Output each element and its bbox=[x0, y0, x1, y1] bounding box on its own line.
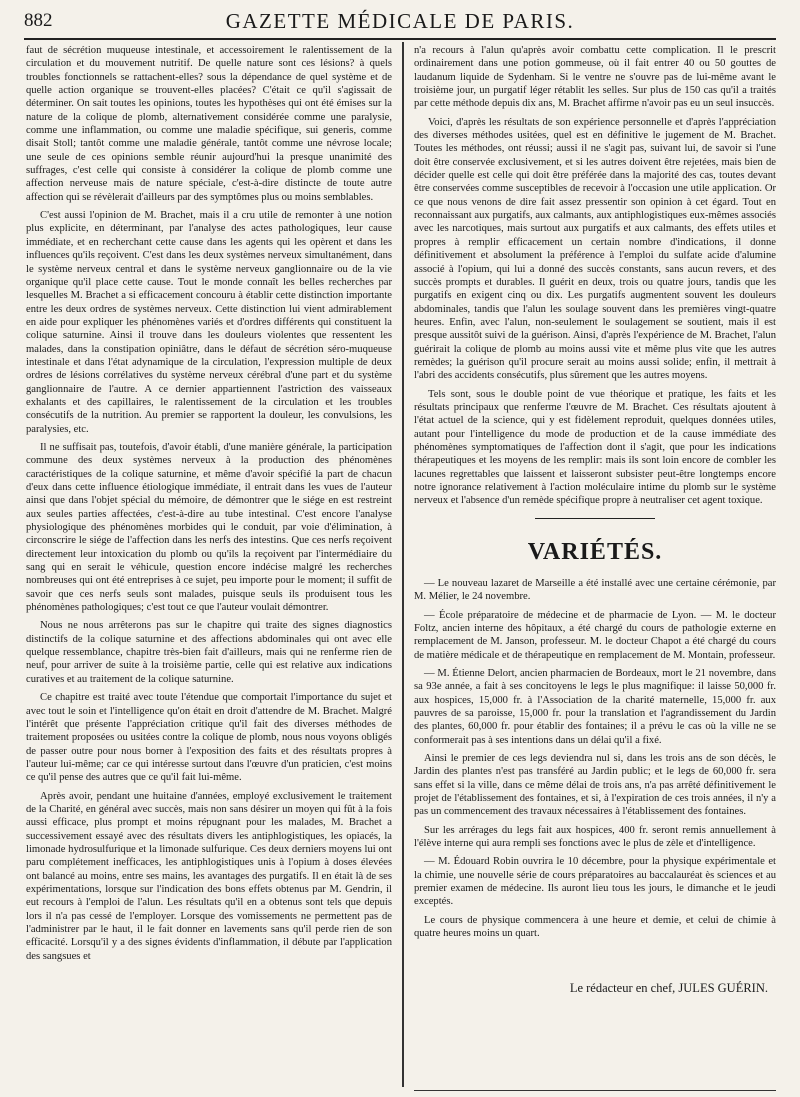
news-item: Ainsi le premier de ces legs deviendra nul si, dans les trois ans de son décès, le Jardin des plantes n'est pas transféré au Jardin public; et le legs de 60,000 fr. sera sans effet si la ville, dans ce même délai de trois ans, n'a pas arrêté définitivement le projet de l'établissement des fontaines, et si, à l'expiration de ces trois années, il n'y a pas un commencement des travaux nécessaires à l'établissement des fontaines. bbox=[414, 753, 776, 818]
paragraph: Nous ne nous arrêterons pas sur le chapitre qui traite des signes diagnostics distinctifs de la colique saturnine et des affections abdominales qui ont avec elle quelque ressemblance, chapitre très-bien fait d'ailleurs, mais qui ne renferme rien de neuf, pour arriver de suite à la troisième partie, celle qui est relative aux indications curatives et au traitement de la colique saturnine. bbox=[26, 620, 392, 685]
paragraph: Tels sont, sous le double point de vue théorique et pratique, les faits et les résultats principaux que renferme l'œuvre de M. Brachet. Ces résultats ajoutent à l'état actuel de la science, qui y est fidèlement reproduit, quelques données utiles, autant pour l'intelligence du mode de production et de la cause immédiate des phénomènes symptomatiques de l'affection dont il s'agit, que pour les indications thérapeutiques et les moyens de les remplir: mais ils sont loin encore de combler les lacunes regrettables que laissent et laisseront subsister peut-être longtemps encore notre ignorance relativement à l'action moléculaire intime du plomb sur le système nerveux et l'absence d'un remède spécifique propre à neutraliser cet agent toxique. bbox=[414, 388, 776, 507]
news-item: Sur les arrérages du legs fait aux hospices, 400 fr. seront remis annuellement à l'élève interne qui aura rempli ses fonctions avec le plus de zèle et d'intelligence. bbox=[414, 824, 776, 850]
paragraph: faut de sécrétion muqueuse intestinale, et accessoirement le ralentissement de la circulation et du mouvement nutritif. De quelle nature sont ces lésions? à quels troubles fonctionnels se rattachent-elles? sous la dépendance de quel système et de quelle action organique se trouvent-elles placées? C'était ce qu'il s'agissait de déterminer. On sait toutes les opinions, toutes les hypothèses qui ont été émises sur la nature de la colique de plomb, alternativement considérée comme une paralysie, comme une inflammation, ou comme une maladie spécifique, sui generis, comme disait Stoll; tantôt comme une maladie générale, tantôt comme une névrose locale; une seule de ces opinions semble réunir aujourd'hui la presque unanimité des suffrages, c'est celle qui consiste à considérer la colique de plomb comme une affection nerveuse mais de nature spéciale, c'est-à-dire distincte de toute autre affection qui se révèlerait d'ailleurs par des symptômes plus ou moins semblables. bbox=[26, 45, 392, 203]
page-number: 882 bbox=[24, 10, 53, 31]
paragraph: Ce chapitre est traité avec toute l'étendue que comportait l'importance du sujet et avec tout le soin et l'intelligence qu'on était en droit d'attendre de M. Brachet. Malgré l'intérêt que présente l'appréciation critique qu'il fait des diverses méthodes de traitement proposées ou usitées contre la colique de plomb, nous nous voyons obligés de passer outre pour nous borner à l'exposition des faits et des résultats propres à l'auteur lui-même; car ce qui intéresse surtout dans l'œuvre d'un praticien, c'est moins ce qu'il pense des autres que ce qu'il fait lui-même. bbox=[26, 692, 392, 784]
section-title: VARIÉTÉS. bbox=[527, 538, 663, 565]
page-header bbox=[24, 8, 776, 40]
left-column bbox=[26, 44, 392, 1089]
bottom-rule bbox=[414, 1090, 776, 1091]
news-item: Le cours de physique commencera à une heure et demie, et celui de chimie à quatre heures moins un quart. bbox=[414, 914, 776, 940]
news-item: — École préparatoire de médecine et de pharmacie de Lyon. — M. le docteur Foltz, ancien interne des hôpitaux, a été chargé du cours de pathologie externe en remplacement de M. Janson, professeur. M. le docteur Chapot a été chargé du cours de matière médicale et de thérapeutique en remplacement de M. Montain, professeur. bbox=[414, 609, 776, 661]
column-divider bbox=[402, 42, 404, 1087]
journal-title: GAZETTE MÉDICALE DE PARIS. bbox=[225, 9, 575, 33]
right-column bbox=[414, 44, 776, 1089]
paragraph: Il ne suffisait pas, toutefois, d'avoir établi, d'une manière générale, la participation commune des deux systèmes nerveux à la production des phénomènes caractéristiques de la colique saturnine, et même d'avoir spécifié la part de chacun d'eux dans cette influence étiologique immédiate, il entrait dans les vues de l'auteur ainsi que dans l'objet spécial du mémoire, de démontrer que le siége en est restreint aux seules parties affectées, c'est-à-dire au tube intestinal. C'est encore l'analyse physiologique des phénomènes morbides qui le conduit, par voie d'élimination, à circonscrire le siége de l'affection dans les nerfs des intestins. Que ces nerfs reçoivent directement leur intoxication du plomb ou qu'ils la reçoivent par l'intermédiaire du sang qui en serait le véhicule, question encore indécise malgré les recherches nombreuses qui ont été entreprises à ce sujet, peu importe pour le moment; il suffit de savoir que ces nerfs seuls sont malades, puisque seuls ils produisent tous les phénomènes pathologiques; c'est tout ce que l'auteur voulait démontrer. bbox=[26, 441, 392, 614]
paragraph: C'est aussi l'opinion de M. Brachet, mais il a cru utile de remonter à une notion plus explicite, en déterminant, par l'analyse des actes pathologiques, leur cause immédiate, et en recherchant cette cause dans les agents qui les opèrent et dans les influences qu'ils reçoivent. C'est dans les deux systèmes nerveux simultanément, dans le système nerveux central et dans le système nerveux ganglionnaire ou de la vie organique qu'il place cette cause. Tout le monde connaît les belles recherches par lesquelles M. Brachet a si efficacement concouru à établir cette distinction importante entre les deux ordres de systèmes nerveux. Cette distinction lui vient admirablement en aide pour expliquer les phénomènes variés et d'ordres différents qui constituent la colique saturnine. Ainsi il trouve dans les douleurs violentes que ressentent les malades, dans la constipation opiniâtre, dans le défaut de sécrétion séro-muqueuse intestinale et dans l'état adynamique de la circulation, l'expression multiple de deux ordres de lésions corrélatives du système nerveux cérébral d'une part et du système ganglionnaire de l'autre. A ce dernier appartiennent l'astriction des vaisseaux exhalants et des capillaires, le ralentissement de la circulation et les troubles consécutifs de la nutrition. Au premier se rapportent la douleur, les convulsions, les paralysies, etc. bbox=[26, 210, 392, 435]
editor-signature: Le rédacteur en chef, JULES GUÉRIN. bbox=[569, 980, 768, 995]
paragraph: Après avoir, pendant une huitaine d'années, employé exclusivement le traitement de la Charité, en général avec succès, mais non sans désirer un moyen qui fût à la fois aussi efficace, plus prompt et moins répugnant pour les malades, M. Brachet a successivement essayé avec des résultats divers les antiphlogistiques, les opiacés, la limonade hydrosulfurique et la limonade sulfurique. Ces deux derniers moyens lui ont paru complétement inefficaces, les antiphlogistiques unis à l'opium à doses élevées ont balancé au moins, entre ses mains, les avantages des purgatifs. Il en était là de ses expérimentations, lorsque sur l'indication des bons effets obtenus par M. Gendrin, il eut recours à l'emploi de l'alun. Les résultats qu'il en a obtenus sont tels que depuis lors il n'a pas cessé de l'employer. Lorsque des vomissements ne permettent pas de l'administrer par le haut, il le fait donner en lavements sans qu'il perde rien de son efficacité. Lorsqu'il y a des signes évidents d'inflammation, il débute par l'application des sangsues et bbox=[26, 790, 392, 962]
paragraph: n'a recours à l'alun qu'après avoir combattu cette complication. Il le prescrit ordinairement dans une potion gommeuse, où il fait entrer 40 ou 50 gouttes de laudanum liquide de Sydenham. Si le ventre ne s'ouvre pas de lui-même avant le troisième jour, un purgatif léger rétablit les selles. Sur plus de 150 cas qu'il a traités par cette méthode depuis dix ans, M. Brachet affirme n'avoir pas eu un seul insuccès. bbox=[414, 45, 776, 110]
news-item: — M. Édouard Robin ouvrira le 10 décembre, pour la physique expérimentale et la chimie, une nouvelle série de cours préparatoires au baccalauréat ès sciences et au premier examen de médecine. Ils auront lieu tous les jours, le dimanche et le jeudi exceptés. bbox=[414, 856, 776, 908]
news-item: — M. Étienne Delort, ancien pharmacien de Bordeaux, mort le 21 novembre, dans sa 93e année, a fait à ses concitoyens le legs le plus magnifique: il laisse 50,000 fr. aux hospices, 15,000 fr. à l'Association de la charité maternelle, 15,000 fr. aux pauvres de sa paroisse, 15,000 fr. pour la translation et l'agrandissement du Jardin des plantes, 60,000 fr. pour établir des fontaines; il a prévu le cas où la ville ne se conformerait pas à ses intentions dans un délai qu'il a fixé. bbox=[414, 667, 776, 746]
paragraph: Voici, d'après les résultats de son expérience personnelle et d'après l'appréciation des diverses méthodes usitées, quel est en définitive le jugement de M. Brachet. Toutes les méthodes, ont réussi; aussi il ne s'agit pas, suivant lui, de savoir si l'une doit être conservée exclusivement, et si les autres doivent être rejetées, mais bien de décider quelle est celle qui doit être préférée dans la majorité des cas, toutes devant être conservées comme susceptibles de recevoir à l'occasion une utile application. Or ce que nous venons de dire fait assez pressentir son opinion à cet égard. Tout en reconnaissant aux purgatifs, aux calmants, aux antiphlogistiques eux-mêmes associés avec les narcotiques, mais surtout aux purgatifs et aux calmants, des effets utiles et propres à remplir efficacement un certain nombre d'indications, il donne définitivement et absolument la préférence à l'emploi du sulfate acide d'alumine associé à l'opium, qui lui a donné des succès constants, sans aucun revers, et des succès prompts et durables. Il guérit en deux, trois ou quatre jours, tandis que les purgatifs en exigent cinq ou dix. Les purgatifs augmentent souvent les douleurs abdominales, tandis que l'alun les soulage souvent dans les premières vingt-quatre heures. Enfin, avec l'alun, non-seulement le soulagement se soutient, mais il est presque aussitôt suivi de la guérison. Ainsi, d'après l'expérience de M. Brachet, l'alun guérirait la colique de plomb au moins aussi vite et même plus vite que les autres remèdes; la guérison qu'il procure serait au moins aussi solide; enfin, il mettrait à l'abri des accidents consécutifs, plus sûrement que les autres moyens. bbox=[414, 116, 776, 382]
section-rule bbox=[535, 518, 655, 519]
news-item: — Le nouveau lazaret de Marseille a été installé avec une certaine cérémonie, par M. Mélier, le 24 novembre. bbox=[414, 577, 776, 603]
